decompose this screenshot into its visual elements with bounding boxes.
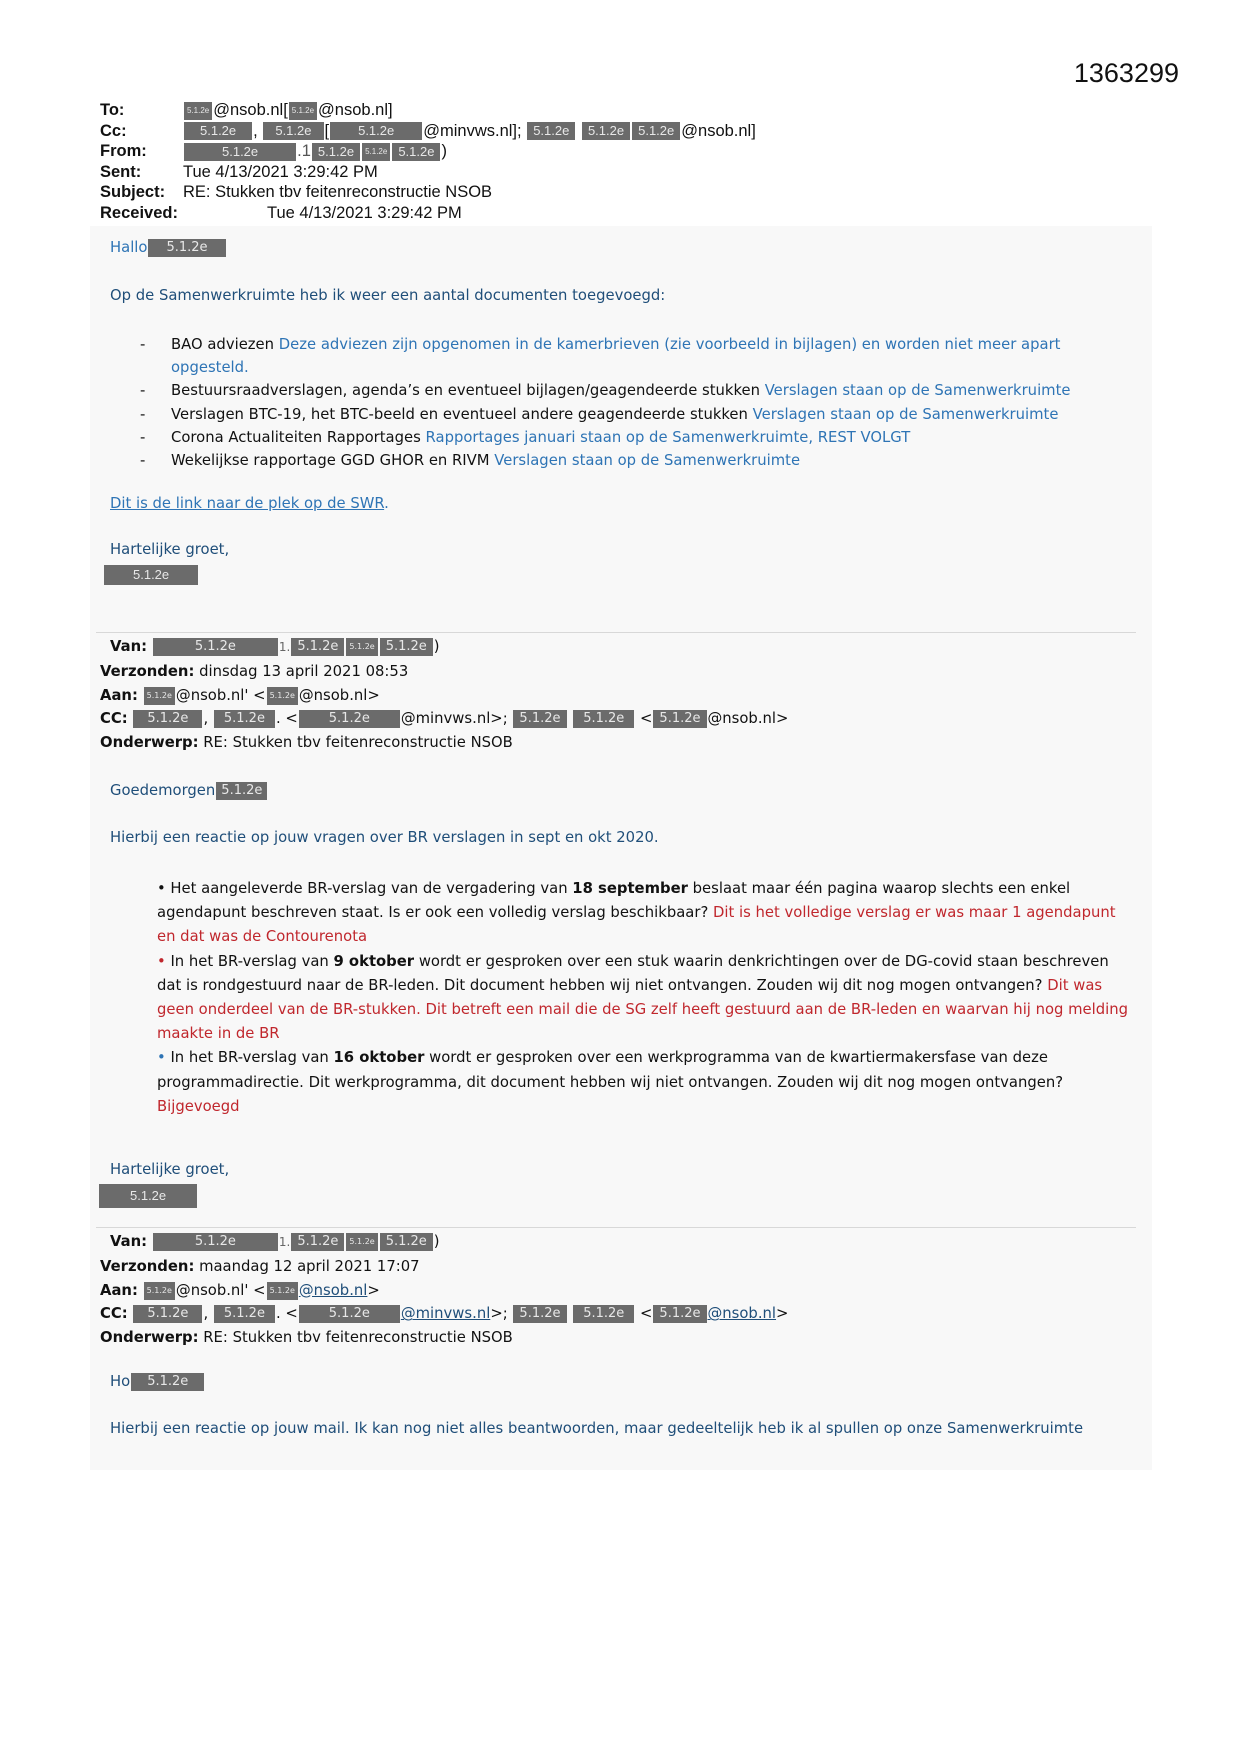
redaction-block: 5.1.2e (153, 638, 278, 656)
from-label: From: (100, 142, 147, 160)
redaction-block: 5.1.2e (380, 638, 433, 656)
separator: 1. (278, 640, 291, 654)
redaction-block: 5.1.2e (527, 122, 575, 140)
redaction-block: 5.1.2e (299, 710, 400, 728)
separator: ) (433, 1233, 440, 1250)
redaction-block: 5.1.2e (513, 1305, 566, 1323)
separator: , (253, 121, 258, 140)
onderwerp-label: Onderwerp: (100, 734, 199, 752)
answer-text: Bijgevoegd (157, 1097, 240, 1115)
redaction-block: 5.1.2e (291, 1233, 344, 1251)
bullet: • (157, 1049, 166, 1067)
van-label: Van: (110, 1233, 148, 1250)
separator: < (640, 710, 653, 728)
separator: ) (433, 638, 440, 655)
separator-line (96, 1227, 1136, 1228)
bullet: - (140, 452, 146, 470)
forward-header (100, 635, 788, 755)
redaction-block: 5.1.2e (133, 710, 202, 728)
sent-value: Tue 4/13/2021 3:29:42 PM (183, 162, 378, 181)
list-item (140, 333, 1110, 379)
onderwerp-row (100, 1326, 788, 1350)
cc-value: @minvws.nl>; (400, 710, 508, 728)
redaction-block: 5.1.2e (263, 122, 323, 140)
email-link[interactable]: @minvws.nl (400, 1305, 491, 1323)
verzonden-value: dinsdag 13 april 2021 08:53 (194, 662, 409, 680)
redaction-block: 5.1.2e (216, 782, 267, 800)
aan-value: @nsob.nl' < (175, 686, 266, 704)
item-text: Wekelijkse rapportage GGD GHOR en RIVM (171, 452, 495, 470)
redaction-block: 5.1.2e (267, 1282, 298, 1300)
cc-row (100, 1302, 788, 1326)
van-label: Van: (110, 638, 148, 655)
answer-text: Dit was geen onderdeel van de BR-stukken. Dit betreft een mail die de SG zelf heeft gestuurd aan de BR-leden en waarvan hij nog melding maakte in de BR (157, 976, 1129, 1043)
redaction-block: 5.1.2e (267, 687, 298, 705)
received-label: Received: (100, 203, 178, 222)
to-row (100, 100, 756, 121)
aan-value: @nsob.nl> (298, 686, 380, 704)
separator: > (776, 1305, 789, 1323)
separator: 1. (278, 1235, 291, 1249)
verzonden-row (100, 1255, 788, 1279)
redaction-block: 5.1.2e (214, 1305, 275, 1323)
greeting: Hallo 5.1.2e (110, 239, 227, 257)
cc-domain: @minvws.nl]; (423, 121, 522, 140)
question-list (157, 877, 1137, 1119)
list-item (140, 426, 1110, 449)
item-reply: Deze adviezen zijn opgenomen in de kamerbrieven (zie voorbeeld in bijlagen) en worden niet meer apart opgesteld. (171, 336, 1061, 377)
redaction-block: 5.1.2e (573, 1305, 634, 1323)
separator-line (96, 632, 1136, 633)
question-text: wordt er gesproken over een werkprogramma van de kwartiermakersfase van deze programmadirectie. Dit werkprogramma, dit document hebben wij niet ontvangen. Zouden wij dit nog mogen ontvangen? (157, 1049, 1064, 1091)
cc-row (100, 121, 756, 142)
list-item (140, 379, 1110, 402)
van-row (100, 1230, 788, 1255)
redaction-block: 5.1.2e (214, 710, 275, 728)
onderwerp-row (100, 731, 788, 755)
received-row (100, 203, 756, 224)
cc-label: Cc: (100, 121, 127, 140)
redaction-block: 5.1.2e (346, 1233, 377, 1251)
item-text: Verslagen BTC-19, het BTC-beeld en eventueel andere geagendeerde stukken (171, 405, 753, 423)
cc-row (100, 707, 788, 731)
swr-link[interactable]: Dit is de link naar de plek op de SWR (110, 495, 385, 512)
from-value (183, 141, 447, 162)
question-text: In het BR-verslag van (165, 952, 334, 970)
bullet: - (140, 382, 146, 400)
aan-row (100, 1279, 788, 1303)
onderwerp-value: RE: Stukken tbv feitenreconstructie NSOB (198, 1329, 513, 1347)
item-text: Corona Actualiteiten Rapportages (171, 428, 426, 446)
redaction-block: 5.1.2e (582, 122, 630, 140)
item-reply: Verslagen staan op de Samenwerkruimte (764, 382, 1071, 400)
separator: < (640, 1305, 653, 1323)
onderwerp-value: RE: Stukken tbv feitenreconstructie NSOB (198, 734, 513, 752)
document-list (140, 333, 1110, 472)
item-reply: Verslagen staan op de Samenwerkruimte (752, 405, 1059, 423)
separator: .1 (297, 142, 311, 160)
question-item (157, 950, 1137, 1047)
verzonden-label: Verzonden: (100, 662, 195, 680)
redaction-block: 5.1.2e (289, 102, 317, 120)
question-item (157, 877, 1137, 950)
received-value: Tue 4/13/2021 3:29:42 PM (267, 203, 462, 222)
redaction-block: 5.1.2e (184, 122, 252, 140)
punctuation: . (384, 495, 389, 512)
cc-label: CC: (100, 1305, 128, 1323)
date-emphasis: 18 september (572, 880, 688, 897)
swr-link-line (110, 495, 389, 512)
verzonden-row (100, 660, 788, 684)
redaction-block: 5.1.2e (104, 565, 198, 585)
closing: Hartelijke groet, (110, 541, 230, 558)
item-reply: Rapportages januari staan op de Samenwerkruimte, REST VOLGT (425, 428, 911, 446)
to-domain: @nsob.nl[ (213, 101, 288, 119)
item-reply: Verslagen staan op de Samenwerkruimte (494, 452, 801, 470)
signature-redaction (103, 565, 199, 585)
bullet: - (140, 428, 146, 446)
intro-text: Hierbij een reactie op jouw vragen over BR verslagen in sept en okt 2020. (110, 829, 659, 846)
forward-header (100, 1230, 788, 1350)
question-text: wordt er gesproken over een stuk waarin denkrichtingen over de DG-covid staan beschreven dat is rondgestuurd naar de BR-leden. Dit document hebben wij niet ontvangen. Zouden wij dit nog mogen ontvangen? (157, 952, 1109, 994)
redaction-block: 5.1.2e (346, 638, 377, 656)
signature-redaction (98, 1184, 198, 1208)
redaction-block: 5.1.2e (184, 143, 296, 161)
redaction-block: 5.1.2e (131, 1373, 204, 1391)
redaction-block: 5.1.2e (99, 1184, 197, 1208)
redaction-block: 5.1.2e (144, 1282, 175, 1300)
redaction-block: 5.1.2e (133, 1305, 202, 1323)
redaction-block: 5.1.2e (380, 1233, 433, 1251)
intro-text: Hierbij een reactie op jouw mail. Ik kan nog niet alles beantwoorden, maar gedeeltelijk heb ik al spullen op onze Samenwerkruimte (110, 1420, 1084, 1437)
subject-value: RE: Stukken tbv feitenreconstructie NSOB (183, 183, 493, 201)
date-emphasis: 9 oktober (333, 952, 415, 970)
cc-value (183, 121, 756, 142)
redaction-block: 5.1.2e (291, 638, 344, 656)
subject-label: Subject: (100, 183, 166, 201)
verzonden-value: maandag 12 april 2021 17:07 (194, 1257, 420, 1275)
question-text: • Het aangeleverde BR-verslag van de vergadering van (157, 880, 573, 897)
separator: . < (275, 1305, 298, 1323)
redaction-block: 5.1.2e (653, 1305, 706, 1323)
onderwerp-label: Onderwerp: (100, 1329, 199, 1347)
to-label: To: (100, 101, 125, 119)
email-link[interactable]: @nsob.nl (707, 1305, 777, 1323)
greeting: Goedemorgen 5.1.2e (110, 782, 268, 800)
separator: , (203, 710, 209, 728)
cc-value: @nsob.nl> (707, 710, 789, 728)
cc-label: CC: (100, 710, 128, 728)
redaction-block: 5.1.2e (362, 143, 390, 161)
list-item (140, 403, 1110, 426)
cc-domain: @nsob.nl] (681, 121, 756, 140)
redaction-block: 5.1.2e (653, 710, 706, 728)
question-item (157, 1046, 1137, 1119)
redaction-block: 5.1.2e (392, 143, 440, 161)
greeting: Ho 5.1.2e (110, 1373, 205, 1391)
redaction-block: 5.1.2e (312, 143, 360, 161)
redaction-block: 5.1.2e (144, 687, 175, 705)
redaction-block: 5.1.2e (513, 710, 566, 728)
verzonden-label: Verzonden: (100, 1257, 195, 1275)
separator: . < (275, 710, 298, 728)
document-number: 1363299 (1073, 58, 1179, 88)
list-item (140, 449, 1110, 472)
separator: > (367, 1281, 380, 1299)
aan-row (100, 684, 788, 708)
subject-row (100, 182, 756, 203)
bullet: - (140, 405, 146, 423)
separator: , (203, 1305, 209, 1323)
aan-label: Aan: (100, 1281, 138, 1299)
answer-text: Dit is het volledige verslag er was maar 1 agendapunt en dat was de Contourenota (157, 904, 1116, 946)
sent-label: Sent: (100, 162, 142, 181)
intro-text: Op de Samenwerkruimte heb ik weer een aantal documenten toegevoegd: (110, 287, 666, 304)
separator: [ (324, 121, 330, 140)
van-row (100, 635, 788, 660)
separator: >; (490, 1305, 508, 1323)
redaction-block: 5.1.2e (184, 102, 212, 120)
question-text: beslaat maar één pagina waarop slechts een enkel agendapunt beschreven staat. Is er ook een volledig verslag beschikbaar? (157, 880, 1071, 922)
to-value (183, 100, 393, 121)
redaction-block: 5.1.2e (299, 1305, 400, 1323)
item-text: BAO adviezen (171, 336, 279, 353)
sent-row (100, 162, 756, 183)
item-text: Bestuursraadverslagen, agenda’s en eventueel bijlagen/geagendeerde stukken (171, 382, 765, 400)
bullet: • (157, 952, 166, 970)
closing: Hartelijke groet, (110, 1161, 230, 1178)
email-header (100, 100, 756, 223)
question-text: In het BR-verslag van (165, 1049, 334, 1067)
redaction-block: 5.1.2e (153, 1233, 278, 1251)
aan-value: @nsob.nl' < (175, 1281, 266, 1299)
separator: ) (441, 142, 447, 160)
redaction-block: 5.1.2e (573, 710, 634, 728)
redaction-block: 5.1.2e (632, 122, 680, 140)
redaction-block: 5.1.2e (148, 239, 225, 257)
aan-label: Aan: (100, 686, 138, 704)
to-domain: @nsob.nl] (318, 101, 393, 119)
bullet: - (140, 336, 146, 353)
email-link[interactable]: @nsob.nl (298, 1281, 368, 1299)
from-row (100, 141, 756, 162)
date-emphasis: 16 oktober (333, 1049, 425, 1067)
redaction-block: 5.1.2e (330, 122, 422, 140)
